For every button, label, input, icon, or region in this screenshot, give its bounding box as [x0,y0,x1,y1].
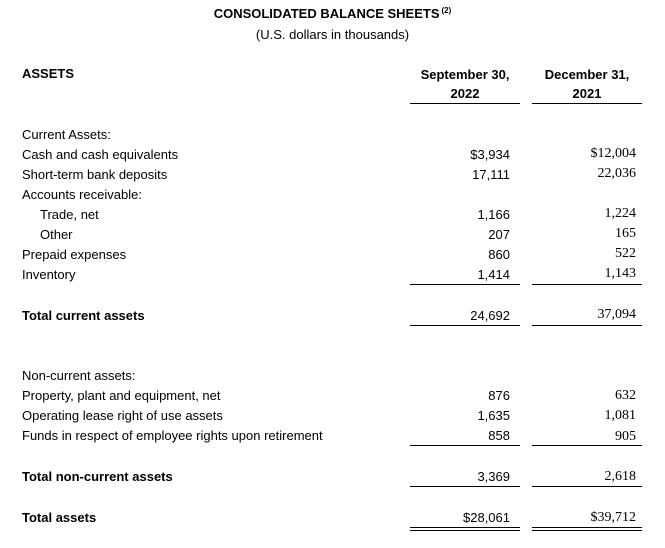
total-rule [410,486,520,487]
section-label-accounts-receivable: Accounts receivable: [22,187,142,202]
subtotal-rule [532,445,642,446]
row-label: Property, plant and equipment, net [22,388,221,403]
value-2021: 22,036 [597,166,636,181]
column-header-rule [532,103,642,104]
total-current-assets-label: Total current assets [22,308,145,323]
value-2021: 1,143 [604,266,636,281]
value-2022: 876 [488,388,510,403]
value-2022: 1,166 [477,207,510,222]
column-header-sep-2022-line1: September 30, [420,67,510,82]
value-2022: 17,111 [472,167,510,182]
total-rule [410,325,520,326]
value-2022: 1,635 [477,408,510,423]
value-2021: 522 [615,246,636,261]
column-header-dec-2021-line1: December 31, [544,67,630,82]
row-label: Prepaid expenses [22,247,127,262]
total-current-assets-2021: 37,094 [597,307,636,322]
row-label: Other [40,227,73,242]
value-2022: $3,934 [470,147,510,162]
section-label-non-current-assets: Non-current assets: [22,368,136,383]
value-2021: 1,224 [604,206,636,221]
row-label: Inventory [22,267,76,282]
value-2021: $12,004 [590,146,636,161]
row-label: Funds in respect of employee rights upon retirement [22,428,323,443]
subtotal-rule [410,445,520,446]
total-non-current-assets-2022: 3,369 [477,469,510,484]
total-current-assets-2022: 24,692 [470,308,510,323]
statement-title-text: CONSOLIDATED BALANCE SHEETS [213,6,440,21]
section-label-current-assets: Current Assets: [22,127,111,142]
grand-total-double-rule [532,527,642,531]
column-header-sep-2022-line2: 2022 [450,86,480,101]
total-assets-label: Total assets [22,510,97,525]
value-2022: 207 [488,227,510,242]
total-non-current-assets-label: Total non-current assets [22,469,173,484]
statement-title [0,6,665,21]
grand-total-double-rule [410,527,520,531]
total-non-current-assets-2021: 2,618 [604,469,636,484]
total-assets-2021: $39,712 [590,510,636,525]
value-2021: 632 [615,388,636,403]
row-label: Short-term bank deposits [22,167,168,182]
total-rule [532,325,642,326]
value-2021: 165 [615,226,636,241]
row-label: Trade, net [40,207,99,222]
subtotal-rule [410,284,520,285]
subtotal-rule [532,284,642,285]
row-label: Operating lease right of use assets [22,408,223,423]
value-2022: 1,414 [477,267,510,282]
total-assets-2022: $28,061 [463,510,510,525]
column-header-rule [410,103,520,104]
assets-heading: ASSETS [22,66,75,81]
column-header-dec-2021-line2: 2021 [572,86,602,101]
value-2022: 860 [488,247,510,262]
title-footnote: (2) [441,6,452,15]
row-label: Cash and cash equivalents [22,147,179,162]
value-2022: 858 [488,428,510,443]
value-2021: 1,081 [604,408,636,423]
statement-subtitle: (U.S. dollars in thousands) [255,27,410,42]
total-rule [532,486,642,487]
value-2021: 905 [615,429,636,444]
